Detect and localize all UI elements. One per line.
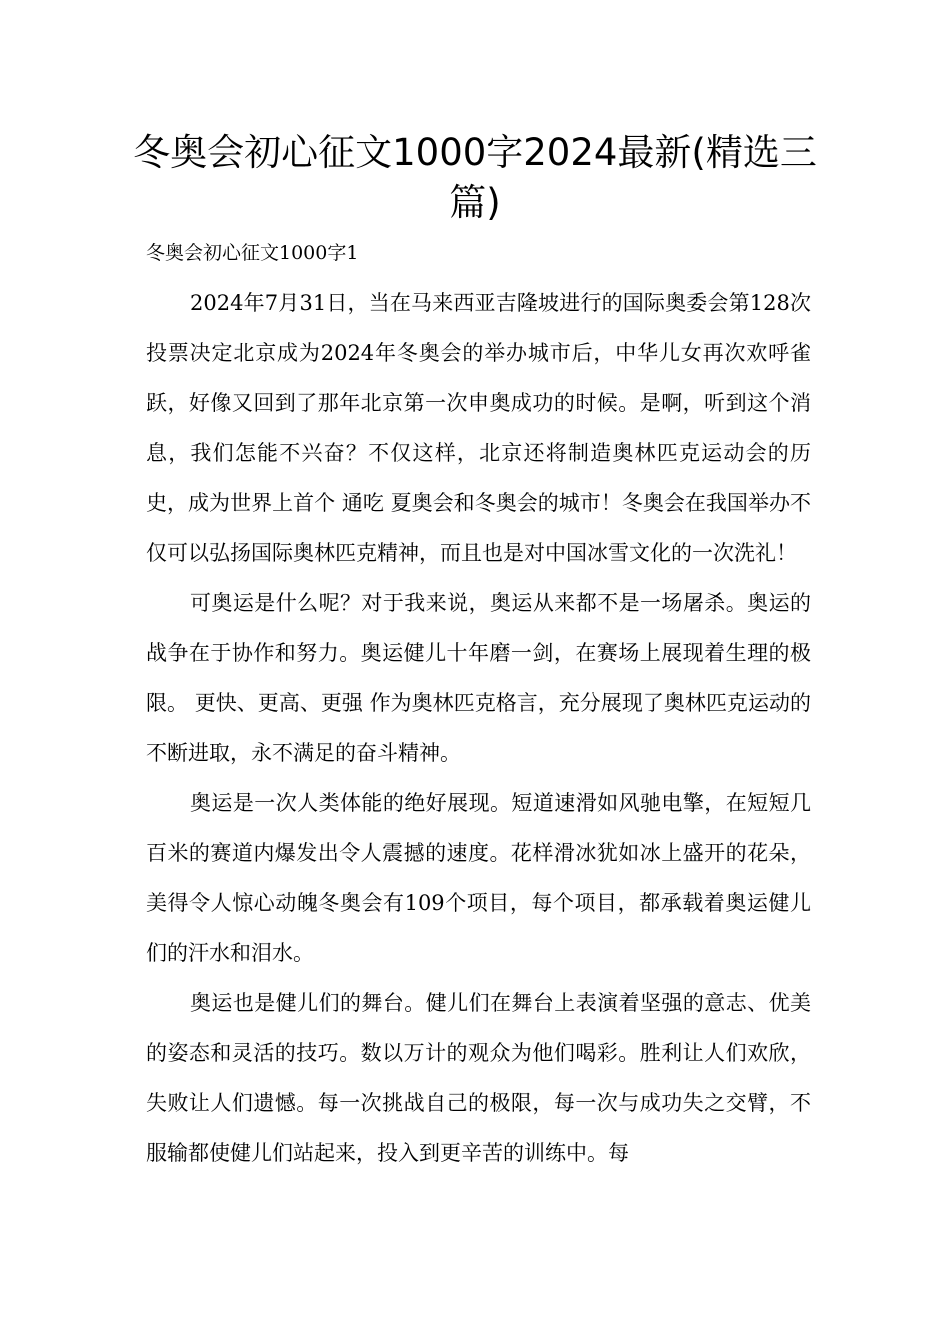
paragraph: 2024年7月31日，当在马来西亚吉隆坡进行的国际奥委会第128次投票决定北京成为2024年冬奥会的举办城市后，中华儿女再次欢呼雀跃，好像又回到了那年北京第一次申奥成功的时候。是啊，听到这个消息，我们怎能不兴奋？不仅这样，北京还将制造奥林匹克运动会的历史，成为世界上首个 通吃 夏奥会和冬奥会的城市！冬奥会在我国举办不仅可以弘扬国际奥林匹克精神，而且也是对中国冰雪文化的一次洗礼！ [146,291,811,565]
section-heading: 冬奥会初心征文1000字1 [146,242,359,264]
paragraph: 奥运是一次人类体能的绝好展现。短道速滑如风驰电擎，在短短几百米的赛道内爆发出令人震撼的速度。花样滑冰犹如冰上盛开的花朵，美得令人惊心动魄冬奥会有109个项目，每个项目，都承载着奥运健儿们的汗水和泪水。 [146,791,811,965]
document-title: 冬奥会初心征文1000字2024最新(精选三篇) [133,131,817,224]
paragraph: 可奥运是什么呢？对于我来说，奥运从来都不是一场屠杀。奥运的战争在于协作和努力。奥运健儿十年磨一剑，在赛场上展现着生理的极限。 更快、更高、更强 作为奥林匹克格言，充分展现了奥林匹克运动的不断进取，永不满足的奋斗精神。 [146,591,811,765]
paragraph: 奥运也是健儿们的舞台。健儿们在舞台上表演着坚强的意志、优美的姿态和灵活的技巧。数以万计的观众为他们喝彩。胜利让人们欢欣，失败让人们遗憾。每一次挑战自己的极限，每一次与成功失之交臂，不服输都使健儿们站起来，投入到更辛苦的训练中。每 [146,991,811,1165]
document-body [146,278,811,1178]
